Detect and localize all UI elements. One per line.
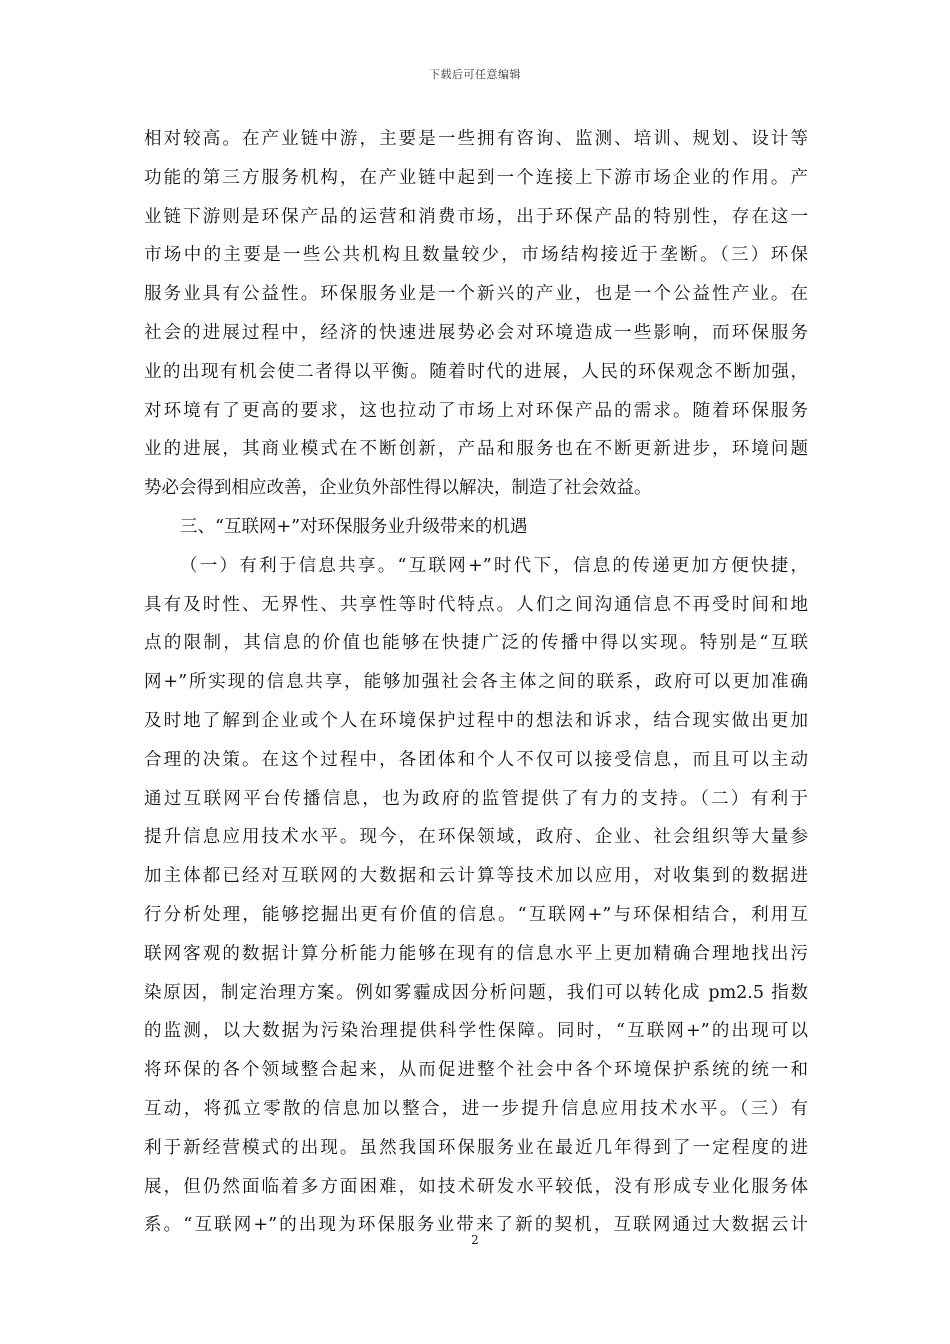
body-line: 服务业具有公益性。环保服务业是一个新兴的产业，也是一个公益性产业。在	[144, 284, 808, 305]
body-line: 对环境有了更高的要求，这也拉动了市场上对环保产品的需求。随着环保服务	[144, 400, 808, 421]
body-line: 互动，将孤立零散的信息加以整合，进一步提升信息应用技术水平。（三）有	[144, 1098, 808, 1119]
body-line: 具有及时性、无界性、共享性等时代特点。人们之间沟通信息不再受时间和地	[144, 594, 808, 615]
page-number: 2	[471, 1233, 479, 1247]
body-line: 展，但仍然面临着多方面困难，如技术研发水平较低，没有形成专业化服务体	[144, 1176, 808, 1197]
body-line: 行分析处理，能够挖掘出更有价值的信息。“互联网+”与环保相结合，利用互	[144, 904, 808, 925]
body-line: （一）有利于信息共享。“互联网+”时代下，信息的传递更加方便快捷，	[180, 555, 808, 576]
body-line: 业的进展，其商业模式在不断创新，产品和服务也在不断更新进步，环境问题	[144, 439, 808, 460]
body-line: 功能的第三方服务机构，在产业链中起到一个连接上下游市场企业的作用。产	[144, 167, 808, 188]
body-line: 染原因，制定治理方案。例如雾霾成因分析问题，我们可以转化成 pm2.5 指数	[144, 982, 808, 1003]
body-line: 及时地了解到企业或个人在环境保护过程中的想法和诉求，结合现实做出更加	[144, 710, 808, 731]
body-line: 的监测，以大数据为污染治理提供科学性保障。同时，“互联网+”的出现可以	[144, 1021, 808, 1042]
body-line: 将环保的各个领域整合起来，从而促进整个社会中各个环境保护系统的统一和	[144, 1060, 808, 1081]
body-line: 业链下游则是环保产品的运营和消费市场，出于环保产品的特别性，存在这一	[144, 206, 808, 227]
body-line: 点的限制，其信息的价值也能够在快捷广泛的传播中得以实现。特别是“互联	[144, 633, 808, 654]
body-line: 提升信息应用技术水平。现今，在环保领域，政府、企业、社会组织等大量参	[144, 827, 808, 848]
body-line: 市场中的主要是一些公共机构且数量较少，市场结构接近于垄断。（三）环保	[144, 245, 808, 266]
body-line: 加主体都已经对互联网的大数据和云计算等技术加以应用，对收集到的数据进	[144, 866, 808, 887]
document-body	[144, 120, 808, 1245]
body-line: 社会的进展过程中，经济的快速进展势必会对环境造成一些影响，而环保服务	[144, 322, 808, 343]
section-heading: 三、“互联网+”对环保服务业升级带来的机遇	[180, 516, 528, 537]
body-line: 网+”所实现的信息共享，能够加强社会各主体之间的联系，政府可以更加准确	[144, 672, 808, 693]
body-line: 联网客观的数据计算分析能力能够在现有的信息水平上更加精确合理地找出污	[144, 943, 808, 964]
body-line: 系。“互联网+”的出现为环保服务业带来了新的契机，互联网通过大数据云计	[144, 1215, 808, 1236]
body-line: 相对较高。在产业链中游，主要是一些拥有咨询、监测、培训、规划、设计等	[144, 129, 808, 149]
body-line: 通过互联网平台传播信息，也为政府的监管提供了有力的支持。（二）有利于	[144, 788, 808, 809]
body-line: 业的出现有机会使二者得以平衡。随着时代的进展，人民的环保观念不断加强，	[144, 361, 808, 382]
body-line: 合理的决策。在这个过程中，各团体和个人不仅可以接受信息，而且可以主动	[144, 749, 808, 770]
body-line: 利于新经营模式的出现。虽然我国环保服务业在最近几年得到了一定程度的进	[144, 1137, 808, 1158]
page-header: 下载后可任意编辑	[429, 68, 521, 81]
body-line: 势必会得到相应改善，企业负外部性得以解决，制造了社会效益。	[144, 478, 652, 499]
